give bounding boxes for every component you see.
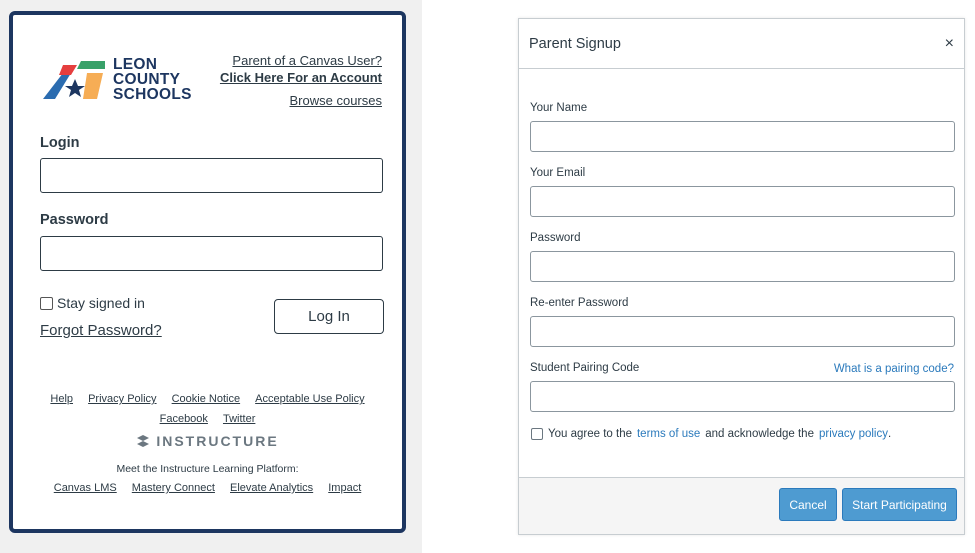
top-links xyxy=(220,53,382,108)
your-name-input[interactable] xyxy=(530,121,955,152)
terms-of-use-link[interactable]: terms of use xyxy=(636,428,701,440)
star-logo-icon xyxy=(41,55,107,105)
leon-county-logo xyxy=(41,55,201,105)
modal-footer xyxy=(519,477,964,534)
logo-line-2: COUNTY xyxy=(113,71,181,88)
terms-agreement xyxy=(531,428,891,440)
facebook-link[interactable]: Facebook xyxy=(159,413,208,425)
pairing-code-input[interactable] xyxy=(530,381,955,412)
browse-courses-link[interactable]: Browse courses xyxy=(289,93,382,108)
login-footer xyxy=(13,393,402,502)
password-label: Password xyxy=(40,212,109,228)
instructure-wordmark: INSTRUCTURE xyxy=(156,433,279,449)
reenter-password-input[interactable] xyxy=(530,316,955,347)
close-icon[interactable]: × xyxy=(944,34,954,52)
acceptable-use-link[interactable]: Acceptable Use Policy xyxy=(255,393,365,405)
stay-signed-in-checkbox[interactable] xyxy=(40,297,53,310)
footer-links-row2 xyxy=(13,413,402,425)
pairing-code-label: Student Pairing Code xyxy=(530,362,640,374)
footer-links-row1 xyxy=(13,393,402,405)
logo-line-1: LEON xyxy=(113,56,158,73)
signup-password-label: Password xyxy=(530,232,581,244)
cookie-notice-link[interactable]: Cookie Notice xyxy=(171,393,241,405)
impact-link[interactable]: Impact xyxy=(328,482,362,494)
logo-text xyxy=(113,57,192,102)
instructure-brand xyxy=(13,433,402,449)
login-label: Login xyxy=(40,135,80,151)
privacy-policy-signup-link[interactable]: privacy policy xyxy=(818,428,888,440)
log-in-button[interactable]: Log In xyxy=(274,299,384,334)
parent-signup-modal xyxy=(518,18,965,535)
forgot-password-link[interactable]: Forgot Password? xyxy=(40,322,162,339)
your-name-label: Your Name xyxy=(530,102,588,114)
canvas-lms-link[interactable]: Canvas LMS xyxy=(53,482,117,494)
your-email-input[interactable] xyxy=(530,186,955,217)
twitter-link[interactable]: Twitter xyxy=(222,413,256,425)
mastery-connect-link[interactable]: Mastery Connect xyxy=(131,482,215,494)
agree-suffix: . xyxy=(888,428,892,440)
cancel-button[interactable]: Cancel xyxy=(779,488,837,521)
signup-password-input[interactable] xyxy=(530,251,955,282)
footer-links-row3 xyxy=(13,482,402,494)
terms-checkbox[interactable] xyxy=(531,428,543,440)
parent-account-link[interactable]: Click Here For an Account xyxy=(219,70,382,85)
modal-header xyxy=(519,19,964,69)
login-card xyxy=(9,11,406,533)
privacy-policy-link[interactable]: Privacy Policy xyxy=(88,393,157,405)
agree-prefix: You agree to the xyxy=(548,428,632,440)
logo-line-3: SCHOOLS xyxy=(113,86,192,103)
password-input[interactable] xyxy=(40,236,383,271)
login-input[interactable] xyxy=(40,158,383,193)
stay-signed-in[interactable] xyxy=(40,295,145,311)
meet-platform-text: Meet the Instructure Learning Platform: xyxy=(116,463,299,475)
modal-title: Parent Signup xyxy=(529,35,621,52)
instructure-icon xyxy=(136,434,150,448)
pairing-code-help-link[interactable]: What is a pairing code? xyxy=(833,363,954,375)
elevate-analytics-link[interactable]: Elevate Analytics xyxy=(230,482,314,494)
reenter-password-label: Re-enter Password xyxy=(530,297,629,309)
start-participating-button[interactable]: Start Participating xyxy=(842,488,957,521)
stay-signed-in-label: Stay signed in xyxy=(57,295,145,311)
help-link[interactable]: Help xyxy=(50,393,74,405)
parent-question-link[interactable]: Parent of a Canvas User? xyxy=(232,53,382,68)
login-page xyxy=(0,0,422,553)
your-email-label: Your Email xyxy=(530,167,586,179)
agree-middle: and acknowledge the xyxy=(705,428,814,440)
